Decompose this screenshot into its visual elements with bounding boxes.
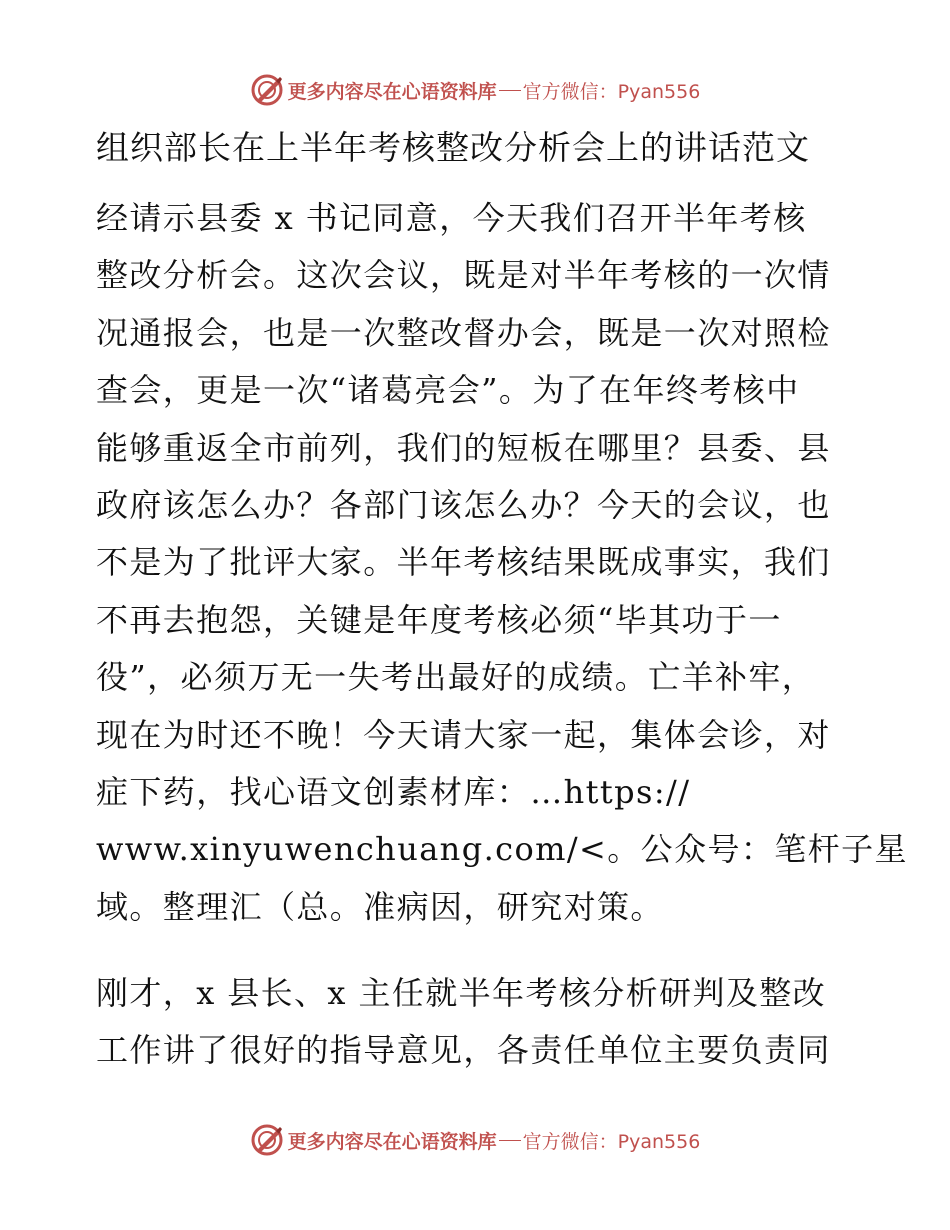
watermark-dash <box>499 1140 521 1141</box>
paragraph-line: 刚才，x 县长、x 主任就半年考核分析研判及整改 <box>96 974 827 1012</box>
pen-logo-icon <box>250 1123 284 1157</box>
paragraph-2 <box>96 965 856 1080</box>
paragraph-line: 症下药，找心语文创素材库：…https:// <box>96 772 691 811</box>
header-watermark <box>0 70 950 110</box>
paragraph-line: 整改分析会。这次会议，既是对半年考核的一次情 <box>96 256 831 295</box>
watermark-text: 更多内容尽在心语资料库 <box>287 1130 497 1153</box>
watermark-dash <box>499 90 521 91</box>
watermark-official: 官方微信：Pyan556 <box>522 1130 701 1153</box>
paragraph-line: 不是为了批评大家。半年考核结果既成事实，我们 <box>96 543 831 582</box>
paragraph-line: 政府该怎么办？各部门该怎么办？今天的会议，也 <box>96 485 831 524</box>
paragraph-line: 况通报会，也是一次整改督办会，既是一次对照检 <box>96 313 831 352</box>
paragraph-line: 查会，更是一次“诸葛亮会”。为了在年终考核中 <box>96 371 800 410</box>
watermark-text: 更多内容尽在心语资料库 <box>287 80 497 103</box>
paragraph-line: 域。整理汇（总。准病因，研究对策。 <box>96 887 664 926</box>
watermark-official: 官方微信：Pyan556 <box>522 80 701 103</box>
paragraph-line: 役”，必须万无一失考出最好的成绩。亡羊补牢， <box>96 658 816 697</box>
pen-logo-icon <box>250 73 284 107</box>
paragraph-1 <box>96 190 908 936</box>
page-title: 组织部长在上半年考核整改分析会上的讲话范文 <box>96 128 810 167</box>
paragraph-line: 工作讲了很好的指导意见，各责任单位主要负责同 <box>96 1031 831 1070</box>
paragraph-line: www.xinyuwenchuang.com/<。公众号：笔杆子星 <box>96 830 908 869</box>
paragraph-line: 能够重返全市前列，我们的短板在哪里？县委、县 <box>96 428 831 467</box>
paragraph-line: 现在为时还不晚！今天请大家一起，集体会诊，对 <box>96 715 831 754</box>
footer-watermark <box>0 1120 950 1160</box>
paragraph-line: 不再去抱怨，关键是年度考核必须“毕其功于一 <box>96 600 782 639</box>
paragraph-line: 经请示县委 x 书记同意，今天我们召开半年考核 <box>96 199 807 237</box>
